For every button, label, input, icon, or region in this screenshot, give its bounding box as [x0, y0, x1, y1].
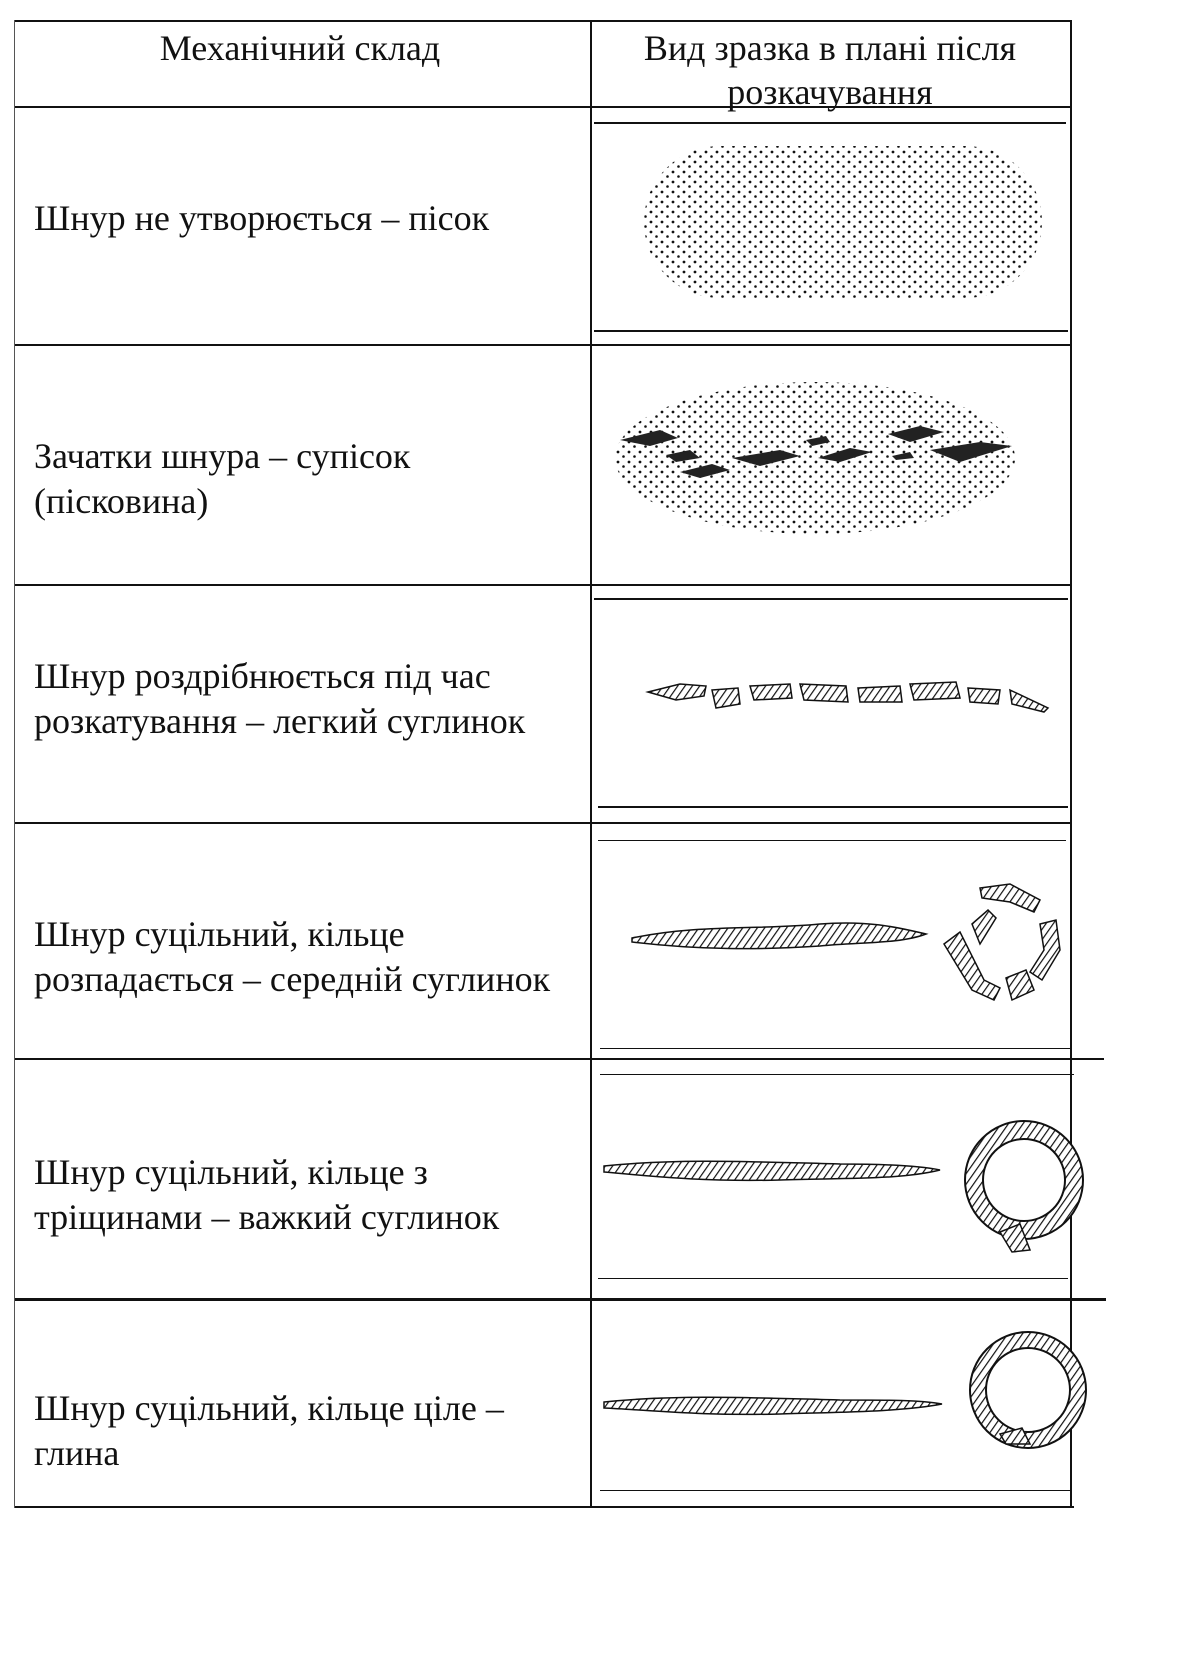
- row-label-light-loam: Шнур роздрібнюється під час розкатування – легкий суглинок: [34, 656, 526, 741]
- medium-loam-broken-ring-figure: [632, 884, 1060, 1000]
- sandy-loam-oval-figure: [615, 382, 1015, 534]
- header-composition: Механічний склад: [159, 28, 441, 68]
- header-view: Вид зразка в плані після розкачування: [643, 28, 1017, 112]
- row-label-heavy-loam: Шнур суцільний, кільце з тріщинами – важкий суглинок: [34, 1152, 500, 1237]
- sand-oval-figure: [644, 146, 1042, 298]
- clay-intact-ring-figure: [604, 1340, 1078, 1444]
- row-label-medium-loam: Шнур суцільний, кільце розпадається – середній суглинок: [34, 914, 551, 999]
- row-label-sand: Шнур не утворюється – пісок: [34, 198, 490, 238]
- heavy-loam-cracked-ring-figure: [604, 1130, 1074, 1252]
- row-label-sandy-loam: Зачатки шнура – супісок (пісковина): [34, 436, 411, 521]
- light-loam-fragments-figure: [648, 682, 1048, 712]
- row-label-clay: Шнур суцільний, кільце ціле – глина: [34, 1388, 504, 1473]
